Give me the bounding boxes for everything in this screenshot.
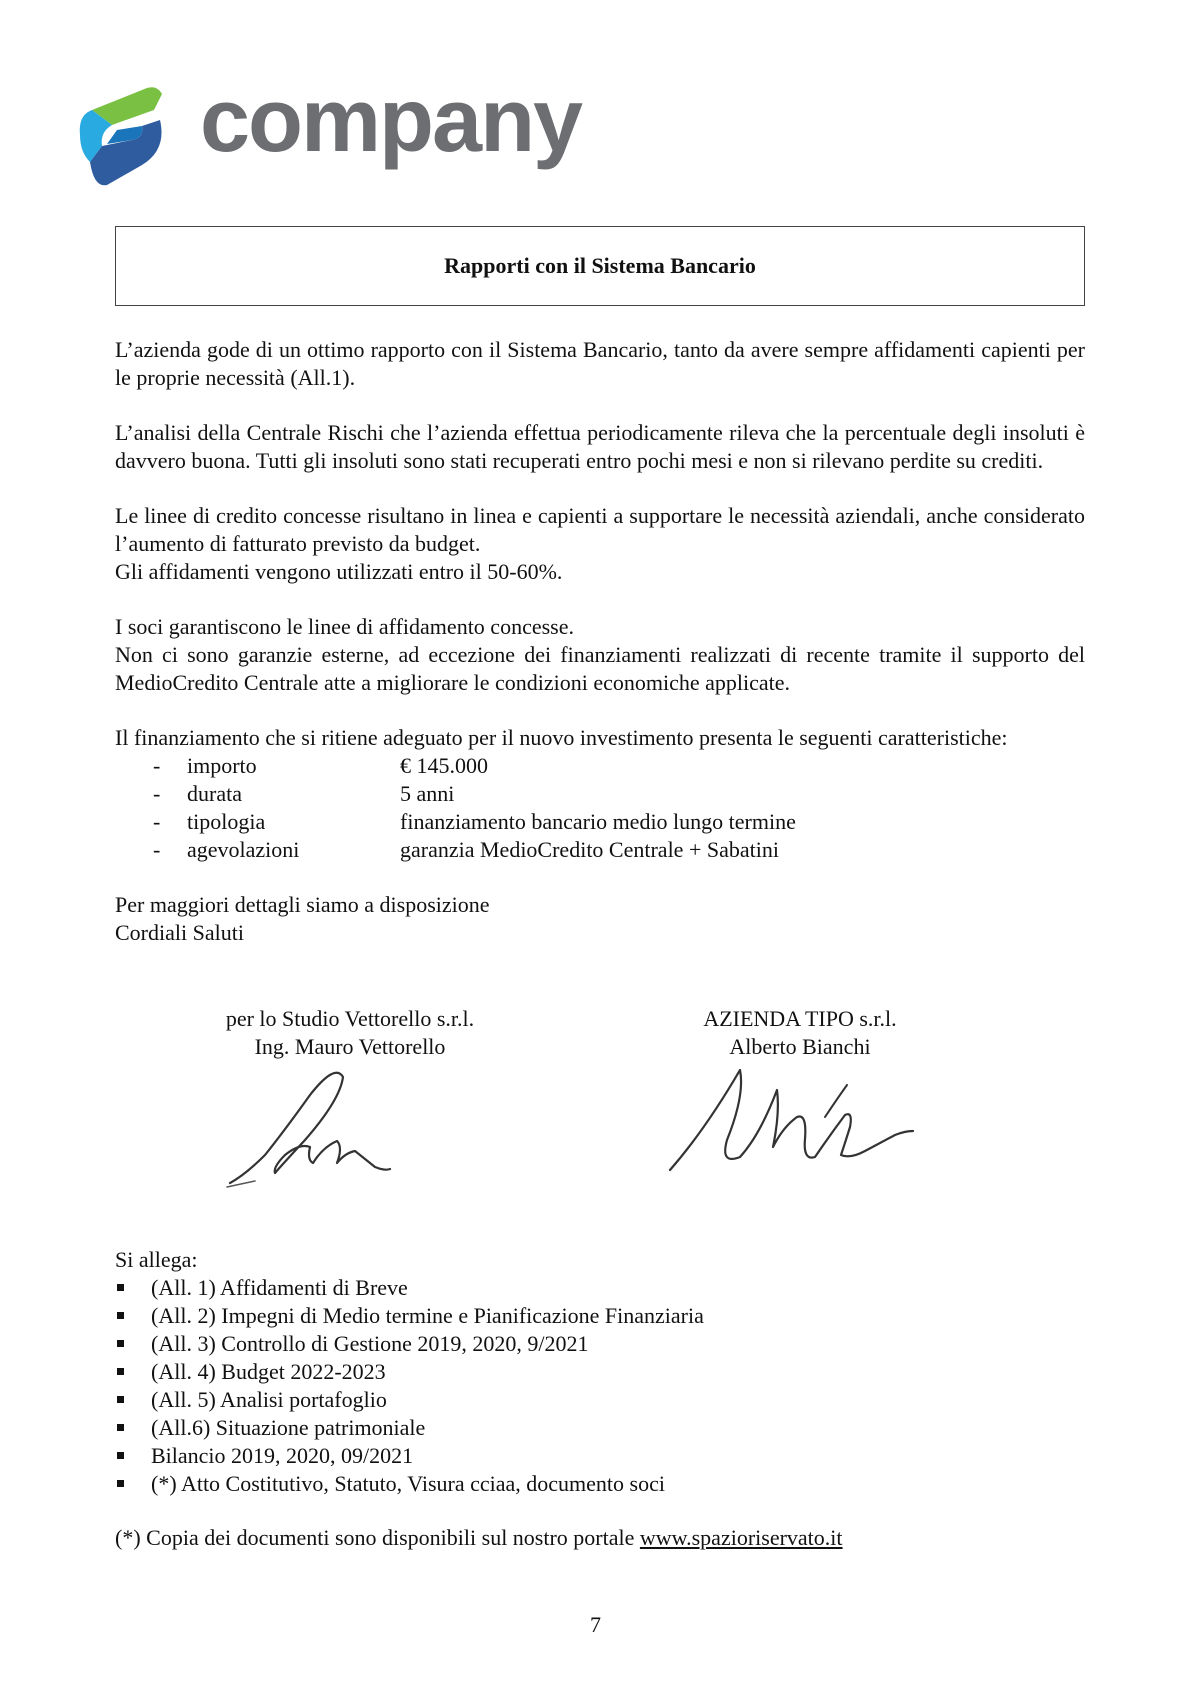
detail-row [115,808,1085,836]
detail-value: finanziamento bancario medio lungo termine [400,809,796,834]
attachment-label: (All. 2) Impegni di Medio termine e Pianificazione Finanziaria [151,1303,704,1328]
square-bullet-icon [115,1470,151,1498]
detail-row [115,780,1085,808]
footnote [115,1525,843,1551]
credit-usage-text: Gli affidamenti vengono utilizzati entro il 50-60%. [115,559,563,584]
square-bullet-icon [115,1302,151,1330]
logo-wordmark: company [200,71,582,171]
list-item [115,1358,1085,1386]
attachment-label: (All. 4) Budget 2022-2023 [151,1359,386,1384]
square-bullet-icon [115,1414,151,1442]
paragraph-guarantees [115,613,1085,697]
detail-value: garanzia MedioCredito Centrale + Sabatini [400,837,779,862]
page-number: 7 [590,1612,601,1637]
detail-key: importo [187,753,257,778]
square-bullet-icon [115,1442,151,1470]
paragraph-risk-analysis: L’analisi della Centrale Rischi che l’azienda effettua periodicamente rileva che la percentuale degli insoluti è davvero buona. Tutti gli insoluti sono stati recuperati entro pochi mesi e non si rilevano perdite su crediti. [115,420,1085,473]
detail-key: agevolazioni [187,837,300,862]
attachment-label: (*) Atto Costitutivo, Statuto, Visura cciaa, documento soci [151,1471,665,1496]
logo-mark-icon [72,80,182,190]
attachments-heading: Si allega: [115,1247,198,1272]
signer-name: Ing. Mauro Vettorello [254,1034,446,1059]
closing-greeting: Cordiali Saluti [115,920,244,945]
detail-value: € 145.000 [400,753,488,778]
square-bullet-icon [115,1330,151,1358]
signer-name: Alberto Bianchi [729,1034,871,1059]
detail-row [115,752,1085,780]
list-item [115,1470,1085,1498]
square-bullet-icon [115,1274,151,1302]
paragraph-credit-lines [115,502,1085,586]
document-body [115,336,1085,974]
detail-key: tipologia [187,809,266,834]
attachment-label: (All. 3) Controllo di Gestione 2019, 2020, 9/2021 [151,1331,589,1356]
signer-organization: AZIENDA TIPO s.r.l. [703,1006,897,1031]
dash-marker: - [153,781,161,806]
attachment-label: (All. 5) Analisi portafoglio [151,1387,387,1412]
attachments-section [115,1246,1085,1498]
signer-organization: per lo Studio Vettorello s.r.l. [225,1006,475,1031]
title-box [115,226,1085,306]
external-guarantees-text: Non ci sono garanzie esterne, ad eccezione dei finanziamenti realizzati di recente tramite il supporto del MedioCredito Centrale atte a migliorare le condizioni economiche applicate. [115,642,1085,695]
list-item [115,1414,1085,1442]
list-item [115,1330,1085,1358]
credit-lines-text: Le linee di credito concesse risultano in linea e capienti a supportare le necessità aziendali, anche considerato l’aumento di fatturato previsto da budget. [115,503,1085,556]
dash-marker: - [153,753,161,778]
square-bullet-icon [115,1386,151,1414]
dash-marker: - [153,809,161,834]
attachments-list [115,1274,1085,1498]
company-logo [72,71,582,190]
attachment-label: Bilancio 2019, 2020, 09/2021 [151,1443,414,1468]
signature-block-left [200,1005,500,1061]
footnote-text: (*) Copia dei documenti sono disponibili sul nostro portale [115,1525,640,1550]
list-item [115,1302,1085,1330]
financing-details-list [115,752,1085,864]
attachment-label: (All.6) Situazione patrimoniale [151,1415,426,1440]
square-bullet-icon [115,1358,151,1386]
paragraph-banking-relationship: L’azienda gode di un ottimo rapporto con il Sistema Bancario, tanto da avere sempre affidamenti capienti per le proprie necessità (All.1). [115,337,1085,390]
page-title: Rapporti con il Sistema Bancario [444,253,756,278]
detail-value: 5 anni [400,781,455,806]
handwritten-signature-left [225,1055,415,1190]
list-item [115,1274,1085,1302]
portal-link[interactable]: www.spazioriservato.it [639,1525,843,1550]
list-item [115,1442,1085,1470]
closing [115,891,1085,947]
attachment-label: (All. 1) Affidamenti di Breve [151,1275,408,1300]
guarantees-text: I soci garantiscono le linee di affidamento concesse. [115,614,574,639]
paragraph-financing-intro: Il finanziamento che si ritiene adeguato per il nuovo investimento presenta le seguenti caratteristiche: [115,725,1008,750]
signature-block-right [660,1005,940,1061]
detail-key: durata [187,781,242,806]
handwritten-signature-right [665,1055,1025,1175]
closing-line: Per maggiori dettagli siamo a disposizione [115,892,490,917]
list-item [115,1386,1085,1414]
dash-marker: - [153,837,161,862]
detail-row [115,836,1085,864]
